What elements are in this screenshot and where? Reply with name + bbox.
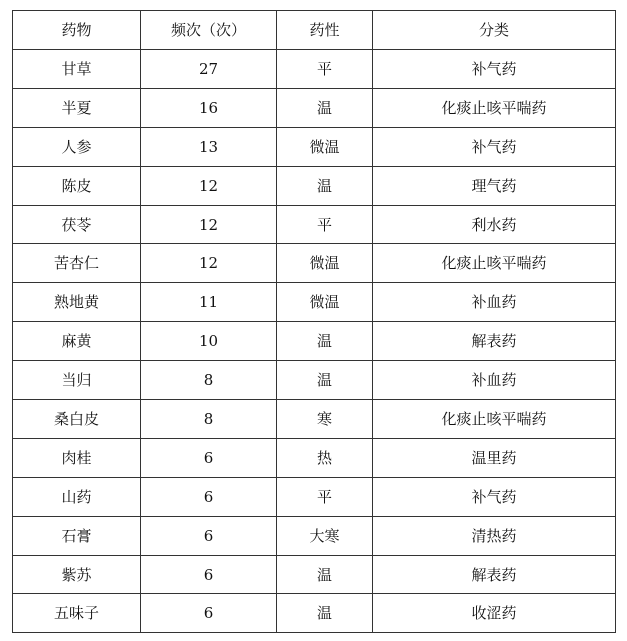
cell-frequency: 6 xyxy=(141,438,277,477)
cell-category: 解表药 xyxy=(373,322,616,361)
cell-herb: 肉桂 xyxy=(13,438,141,477)
table-row xyxy=(13,88,616,127)
cell-nature: 温 xyxy=(277,166,373,205)
cell-nature: 微温 xyxy=(277,127,373,166)
header-herb: 药物 xyxy=(13,11,141,50)
table-body xyxy=(13,50,616,633)
table-row xyxy=(13,205,616,244)
table-row xyxy=(13,594,616,633)
cell-herb: 石膏 xyxy=(13,516,141,555)
cell-category: 化痰止咳平喘药 xyxy=(373,88,616,127)
cell-frequency: 6 xyxy=(141,516,277,555)
cell-category: 补血药 xyxy=(373,283,616,322)
cell-herb: 苦杏仁 xyxy=(13,244,141,283)
cell-herb: 紫苏 xyxy=(13,555,141,594)
cell-category: 理气药 xyxy=(373,166,616,205)
table-row xyxy=(13,555,616,594)
cell-herb: 熟地黄 xyxy=(13,283,141,322)
cell-frequency: 11 xyxy=(141,283,277,322)
cell-herb: 麻黄 xyxy=(13,322,141,361)
table-row xyxy=(13,438,616,477)
table-row xyxy=(13,50,616,89)
cell-herb: 人参 xyxy=(13,127,141,166)
cell-nature: 平 xyxy=(277,50,373,89)
cell-herb: 桑白皮 xyxy=(13,400,141,439)
table-row xyxy=(13,283,616,322)
header-category: 分类 xyxy=(373,11,616,50)
cell-nature: 热 xyxy=(277,438,373,477)
cell-frequency: 12 xyxy=(141,205,277,244)
cell-nature: 温 xyxy=(277,361,373,400)
table-row xyxy=(13,244,616,283)
cell-category: 清热药 xyxy=(373,516,616,555)
cell-frequency: 6 xyxy=(141,555,277,594)
table-row xyxy=(13,516,616,555)
header-row xyxy=(13,11,616,50)
cell-herb: 茯苓 xyxy=(13,205,141,244)
cell-herb: 当归 xyxy=(13,361,141,400)
cell-category: 补气药 xyxy=(373,50,616,89)
cell-nature: 平 xyxy=(277,205,373,244)
cell-frequency: 13 xyxy=(141,127,277,166)
cell-herb: 半夏 xyxy=(13,88,141,127)
table-row xyxy=(13,477,616,516)
cell-category: 解表药 xyxy=(373,555,616,594)
table-row xyxy=(13,400,616,439)
cell-frequency: 8 xyxy=(141,361,277,400)
cell-nature: 温 xyxy=(277,322,373,361)
header-frequency: 频次（次） xyxy=(141,11,277,50)
table-row xyxy=(13,361,616,400)
cell-nature: 微温 xyxy=(277,244,373,283)
cell-frequency: 16 xyxy=(141,88,277,127)
cell-nature: 温 xyxy=(277,88,373,127)
cell-nature: 温 xyxy=(277,555,373,594)
cell-herb: 山药 xyxy=(13,477,141,516)
cell-frequency: 27 xyxy=(141,50,277,89)
cell-herb: 甘草 xyxy=(13,50,141,89)
table-row xyxy=(13,127,616,166)
cell-frequency: 8 xyxy=(141,400,277,439)
cell-herb: 陈皮 xyxy=(13,166,141,205)
cell-category: 补气药 xyxy=(373,477,616,516)
cell-frequency: 12 xyxy=(141,166,277,205)
table-row xyxy=(13,322,616,361)
header-nature: 药性 xyxy=(277,11,373,50)
herb-frequency-table xyxy=(12,10,616,633)
cell-nature: 寒 xyxy=(277,400,373,439)
cell-frequency: 6 xyxy=(141,477,277,516)
cell-nature: 平 xyxy=(277,477,373,516)
table-row xyxy=(13,166,616,205)
cell-nature: 温 xyxy=(277,594,373,633)
cell-category: 化痰止咳平喘药 xyxy=(373,400,616,439)
cell-frequency: 10 xyxy=(141,322,277,361)
cell-category: 温里药 xyxy=(373,438,616,477)
cell-category: 补血药 xyxy=(373,361,616,400)
cell-nature: 大寒 xyxy=(277,516,373,555)
cell-frequency: 6 xyxy=(141,594,277,633)
cell-category: 补气药 xyxy=(373,127,616,166)
cell-category: 收涩药 xyxy=(373,594,616,633)
cell-herb: 五味子 xyxy=(13,594,141,633)
cell-category: 化痰止咳平喘药 xyxy=(373,244,616,283)
table-header xyxy=(13,11,616,50)
cell-frequency: 12 xyxy=(141,244,277,283)
cell-nature: 微温 xyxy=(277,283,373,322)
cell-category: 利水药 xyxy=(373,205,616,244)
